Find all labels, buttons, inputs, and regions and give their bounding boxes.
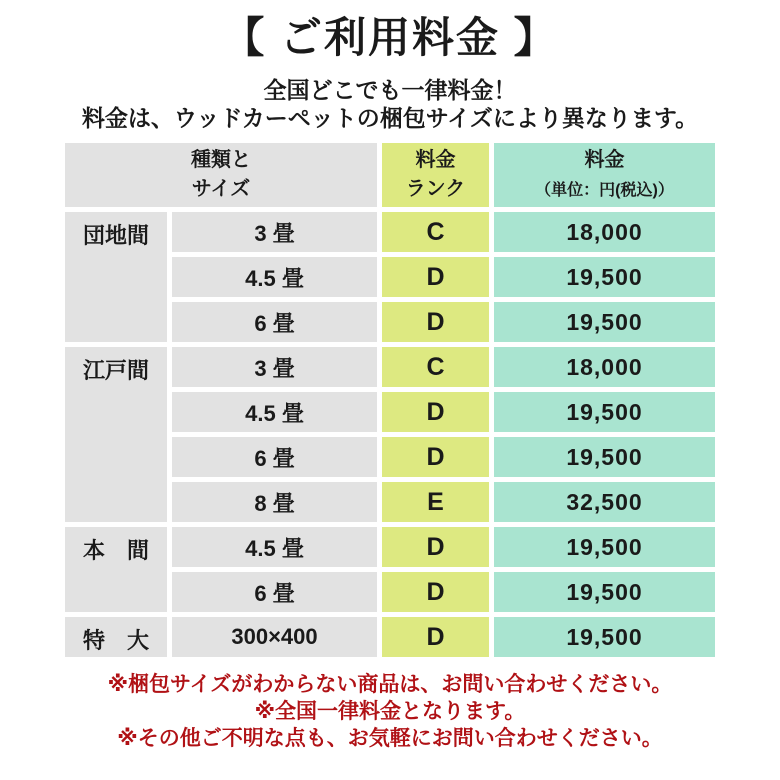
size-cell: 6 畳: [172, 302, 377, 342]
price-table: [60, 138, 720, 662]
size-cell: 4.5 畳: [172, 257, 377, 297]
column-header-type-size: [65, 143, 377, 207]
column-header-rank: [382, 143, 489, 207]
size-cell: 3 畳: [172, 212, 377, 252]
price-cell: 18,000: [494, 212, 715, 252]
price-table-header: [65, 143, 715, 207]
rank-cell: E: [382, 482, 489, 522]
room-type-cell: 団地間: [65, 212, 167, 342]
table-row: [65, 347, 715, 387]
note-nationwide-flat-rate: ※全国一律料金となります。: [254, 700, 526, 724]
price-cell: 19,500: [494, 302, 715, 342]
header-row: [65, 143, 715, 207]
header-type-size-line2: サイズ: [191, 178, 251, 201]
size-cell: 300×400: [172, 617, 377, 657]
price-cell: 19,500: [494, 257, 715, 297]
size-cell: 4.5 畳: [172, 392, 377, 432]
size-cell: 8 畳: [172, 482, 377, 522]
price-cell: 18,000: [494, 347, 715, 387]
rank-cell: D: [382, 392, 489, 432]
table-row: [65, 212, 715, 252]
size-cell: 6 畳: [172, 572, 377, 612]
header-rank-line2: ランク: [405, 178, 466, 201]
price-cell: 19,500: [494, 617, 715, 657]
header-type-size-line1: 種類と: [191, 149, 251, 172]
table-row: [65, 617, 715, 657]
rank-cell: C: [382, 212, 489, 252]
price-cell: 19,500: [494, 392, 715, 432]
page-title: 【 ご利用料金 】: [222, 14, 558, 61]
footnotes: [0, 672, 780, 753]
subtitle-packing-size: 料金は、ウッドカーペットの梱包サイズにより異なります。: [81, 105, 699, 132]
subtitle-flat-rate: 全国どこでも一律料金！: [263, 77, 517, 104]
price-cell: 19,500: [494, 437, 715, 477]
size-cell: 3 畳: [172, 347, 377, 387]
price-cell: 19,500: [494, 572, 715, 612]
column-header-price: [494, 143, 715, 207]
room-type-cell: 江戸間: [65, 347, 167, 522]
table-row: [65, 527, 715, 567]
size-cell: 6 畳: [172, 437, 377, 477]
rank-cell: D: [382, 572, 489, 612]
rank-cell: D: [382, 527, 489, 567]
price-cell: 32,500: [494, 482, 715, 522]
room-type-cell: 特 大: [65, 617, 167, 657]
price-table-body: [65, 212, 715, 657]
rank-cell: C: [382, 347, 489, 387]
rank-cell: D: [382, 257, 489, 297]
room-type-cell: 本 間: [65, 527, 167, 612]
rank-cell: D: [382, 617, 489, 657]
rank-cell: D: [382, 302, 489, 342]
size-cell: 4.5 畳: [172, 527, 377, 567]
rank-cell: D: [382, 437, 489, 477]
header-rank-line1: 料金: [415, 149, 456, 172]
header-price-line1: 料金: [584, 149, 625, 172]
note-contact-us: ※その他ご不明な点も、お気軽にお問い合わせください。: [117, 727, 663, 751]
note-packing-size: ※梱包サイズがわからない商品は、お問い合わせください。: [107, 673, 673, 697]
price-cell: 19,500: [494, 527, 715, 567]
header-price-line2: （単位：円(税込)）: [535, 182, 674, 200]
